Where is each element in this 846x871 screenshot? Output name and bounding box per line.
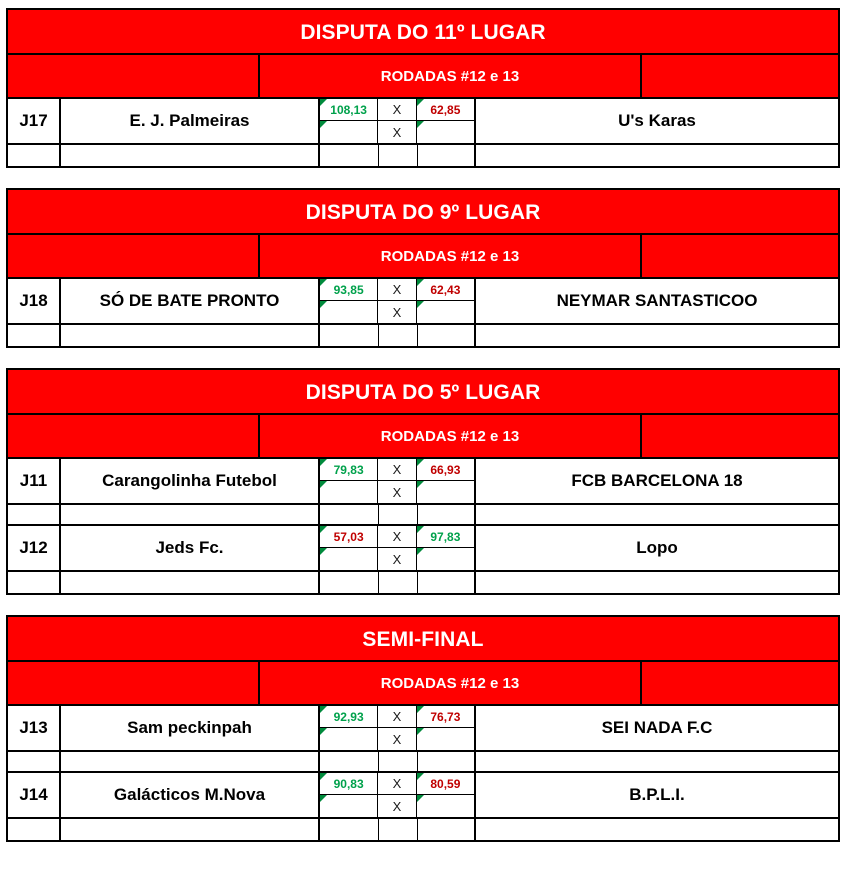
score-line-secondary: [320, 121, 474, 143]
comment-marker-icon: [320, 773, 327, 780]
blank-cell: [379, 505, 418, 526]
away-score[interactable]: 76,73: [417, 706, 474, 727]
blank-cell: [61, 572, 320, 593]
bracket-block: [6, 615, 840, 842]
blank-spacer-row: [8, 145, 838, 166]
bracket-blocks-container: [6, 8, 840, 842]
blank-spacer-row: [8, 752, 838, 773]
versus-separator-secondary: X: [378, 728, 417, 750]
score-grid: [320, 526, 476, 572]
rounds-label: RODADAS #12 e 13: [260, 235, 642, 277]
blank-cell: [8, 752, 61, 773]
away-score-secondary[interactable]: [417, 795, 474, 817]
score-line-primary: [320, 773, 474, 795]
versus-separator: X: [378, 279, 417, 300]
rounds-label: RODADAS #12 e 13: [260, 662, 642, 704]
subheader-right-spacer: [642, 662, 838, 704]
home-score-secondary[interactable]: [320, 301, 378, 323]
comment-marker-icon: [320, 279, 327, 286]
home-score-secondary[interactable]: [320, 121, 378, 143]
blank-cell: [8, 145, 61, 166]
score-grid: [320, 459, 476, 505]
block-subheader: [8, 55, 838, 99]
versus-separator-secondary: X: [378, 481, 417, 503]
blank-cell: [418, 572, 476, 593]
blank-cell: [379, 572, 418, 593]
blank-cell: [476, 819, 838, 840]
blank-spacer-row: [8, 505, 838, 526]
subheader-right-spacer: [642, 235, 838, 277]
home-team-name: Jeds Fc.: [61, 526, 320, 572]
away-score[interactable]: 97,83: [417, 526, 474, 547]
comment-marker-icon: [320, 459, 327, 466]
comment-marker-icon: [320, 121, 327, 128]
comment-marker-icon: [417, 481, 424, 488]
blank-spacer-row: [8, 325, 838, 346]
subheader-left-spacer: [8, 55, 260, 97]
block-title: SEMI-FINAL: [8, 617, 838, 662]
away-team-name: SEI NADA F.C: [476, 706, 838, 752]
blank-cell: [320, 505, 379, 526]
match-id: J12: [8, 526, 61, 572]
blank-cell: [61, 752, 320, 773]
bracket-block: [6, 368, 840, 595]
comment-marker-icon: [320, 481, 327, 488]
comment-marker-icon: [417, 795, 424, 802]
score-line-secondary: [320, 548, 474, 570]
home-team-name: Sam peckinpah: [61, 706, 320, 752]
score-line-primary: [320, 99, 474, 121]
block-spacer: [6, 595, 840, 615]
versus-separator-secondary: X: [378, 301, 417, 323]
comment-marker-icon: [417, 279, 424, 286]
score-line-secondary: [320, 301, 474, 323]
versus-separator: X: [378, 773, 417, 794]
blank-cell: [8, 819, 61, 840]
blank-cell: [8, 572, 61, 593]
blank-cell: [61, 325, 320, 346]
comment-marker-icon: [320, 728, 327, 735]
blank-cell: [476, 505, 838, 526]
comment-marker-icon: [417, 99, 424, 106]
comment-marker-icon: [320, 526, 327, 533]
comment-marker-icon: [417, 728, 424, 735]
blank-cell: [418, 145, 476, 166]
score-line-secondary: [320, 728, 474, 750]
comment-marker-icon: [320, 795, 327, 802]
top-spacer: [6, 0, 840, 8]
blank-cell: [8, 505, 61, 526]
bracket-block: [6, 8, 840, 168]
match-row[interactable]: [8, 459, 838, 505]
blank-cell: [418, 819, 476, 840]
home-score-secondary[interactable]: [320, 728, 378, 750]
comment-marker-icon: [417, 301, 424, 308]
blank-cell: [320, 819, 379, 840]
subheader-left-spacer: [8, 415, 260, 457]
home-score[interactable]: 108,13: [320, 99, 378, 120]
subheader-left-spacer: [8, 662, 260, 704]
blank-cell: [379, 752, 418, 773]
block-subheader: [8, 235, 838, 279]
away-score[interactable]: 62,43: [417, 279, 474, 300]
block-spacer: [6, 168, 840, 188]
match-row[interactable]: [8, 773, 838, 819]
blank-spacer-row: [8, 819, 838, 840]
subheader-right-spacer: [642, 415, 838, 457]
away-score-secondary[interactable]: [417, 481, 474, 503]
score-line-secondary: [320, 481, 474, 503]
score-line-secondary: [320, 795, 474, 817]
block-subheader: [8, 662, 838, 706]
subheader-left-spacer: [8, 235, 260, 277]
rounds-label: RODADAS #12 e 13: [260, 55, 642, 97]
block-title: DISPUTA DO 11º LUGAR: [8, 10, 838, 55]
versus-separator: X: [378, 459, 417, 480]
home-score[interactable]: 90,83: [320, 773, 378, 794]
blank-cell: [61, 505, 320, 526]
match-id: J11: [8, 459, 61, 505]
blank-cell: [379, 325, 418, 346]
away-team-name: U's Karas: [476, 99, 838, 145]
score-grid: [320, 773, 476, 819]
versus-separator: X: [378, 99, 417, 120]
comment-marker-icon: [417, 548, 424, 555]
away-team-name: Lopo: [476, 526, 838, 572]
blank-cell: [8, 325, 61, 346]
comment-marker-icon: [417, 706, 424, 713]
bracket-block: [6, 188, 840, 348]
score-grid: [320, 279, 476, 325]
away-score[interactable]: 66,93: [417, 459, 474, 480]
match-row[interactable]: [8, 706, 838, 752]
match-id: J17: [8, 99, 61, 145]
blank-cell: [320, 572, 379, 593]
versus-separator-secondary: X: [378, 121, 417, 143]
home-team-name: E. J. Palmeiras: [61, 99, 320, 145]
match-id: J18: [8, 279, 61, 325]
home-score[interactable]: 57,03: [320, 526, 378, 547]
away-team-name: FCB BARCELONA 18: [476, 459, 838, 505]
away-score-secondary[interactable]: [417, 121, 474, 143]
comment-marker-icon: [417, 526, 424, 533]
blank-cell: [320, 145, 379, 166]
block-title: DISPUTA DO 5º LUGAR: [8, 370, 838, 415]
block-subheader: [8, 415, 838, 459]
comment-marker-icon: [320, 548, 327, 555]
score-line-primary: [320, 459, 474, 481]
blank-cell: [418, 325, 476, 346]
blank-spacer-row: [8, 572, 838, 593]
away-score-secondary[interactable]: [417, 548, 474, 570]
blank-cell: [418, 505, 476, 526]
home-score-secondary[interactable]: [320, 795, 378, 817]
versus-separator: X: [378, 706, 417, 727]
score-grid: [320, 99, 476, 145]
blank-cell: [476, 145, 838, 166]
home-team-name: SÓ DE BATE PRONTO: [61, 279, 320, 325]
rounds-label: RODADAS #12 e 13: [260, 415, 642, 457]
score-line-primary: [320, 706, 474, 728]
blank-cell: [320, 325, 379, 346]
block-spacer: [6, 348, 840, 368]
match-row[interactable]: [8, 279, 838, 325]
versus-separator-secondary: X: [378, 795, 417, 817]
versus-separator: X: [378, 526, 417, 547]
comment-marker-icon: [320, 301, 327, 308]
match-row[interactable]: [8, 526, 838, 572]
blank-cell: [476, 572, 838, 593]
blank-cell: [61, 819, 320, 840]
home-score[interactable]: 79,83: [320, 459, 378, 480]
away-team-name: B.P.L.I.: [476, 773, 838, 819]
comment-marker-icon: [320, 99, 327, 106]
score-line-primary: [320, 279, 474, 301]
blank-cell: [418, 752, 476, 773]
away-team-name: NEYMAR SANTASTICOO: [476, 279, 838, 325]
comment-marker-icon: [417, 773, 424, 780]
away-score-secondary[interactable]: [417, 728, 474, 750]
blank-cell: [61, 145, 320, 166]
subheader-right-spacer: [642, 55, 838, 97]
blank-cell: [476, 752, 838, 773]
comment-marker-icon: [417, 121, 424, 128]
blank-cell: [379, 819, 418, 840]
blank-cell: [379, 145, 418, 166]
match-id: J13: [8, 706, 61, 752]
home-team-name: Galácticos M.Nova: [61, 773, 320, 819]
home-score[interactable]: 92,93: [320, 706, 378, 727]
comment-marker-icon: [417, 459, 424, 466]
comment-marker-icon: [320, 706, 327, 713]
home-score[interactable]: 93,85: [320, 279, 378, 300]
score-grid: [320, 706, 476, 752]
match-row[interactable]: [8, 99, 838, 145]
blank-cell: [320, 752, 379, 773]
blank-cell: [476, 325, 838, 346]
block-title: DISPUTA DO 9º LUGAR: [8, 190, 838, 235]
away-score-secondary[interactable]: [417, 301, 474, 323]
match-id: J14: [8, 773, 61, 819]
away-score[interactable]: 62,85: [417, 99, 474, 120]
score-line-primary: [320, 526, 474, 548]
home-team-name: Carangolinha Futebol: [61, 459, 320, 505]
home-score-secondary[interactable]: [320, 548, 378, 570]
versus-separator-secondary: X: [378, 548, 417, 570]
away-score[interactable]: 80,59: [417, 773, 474, 794]
home-score-secondary[interactable]: [320, 481, 378, 503]
